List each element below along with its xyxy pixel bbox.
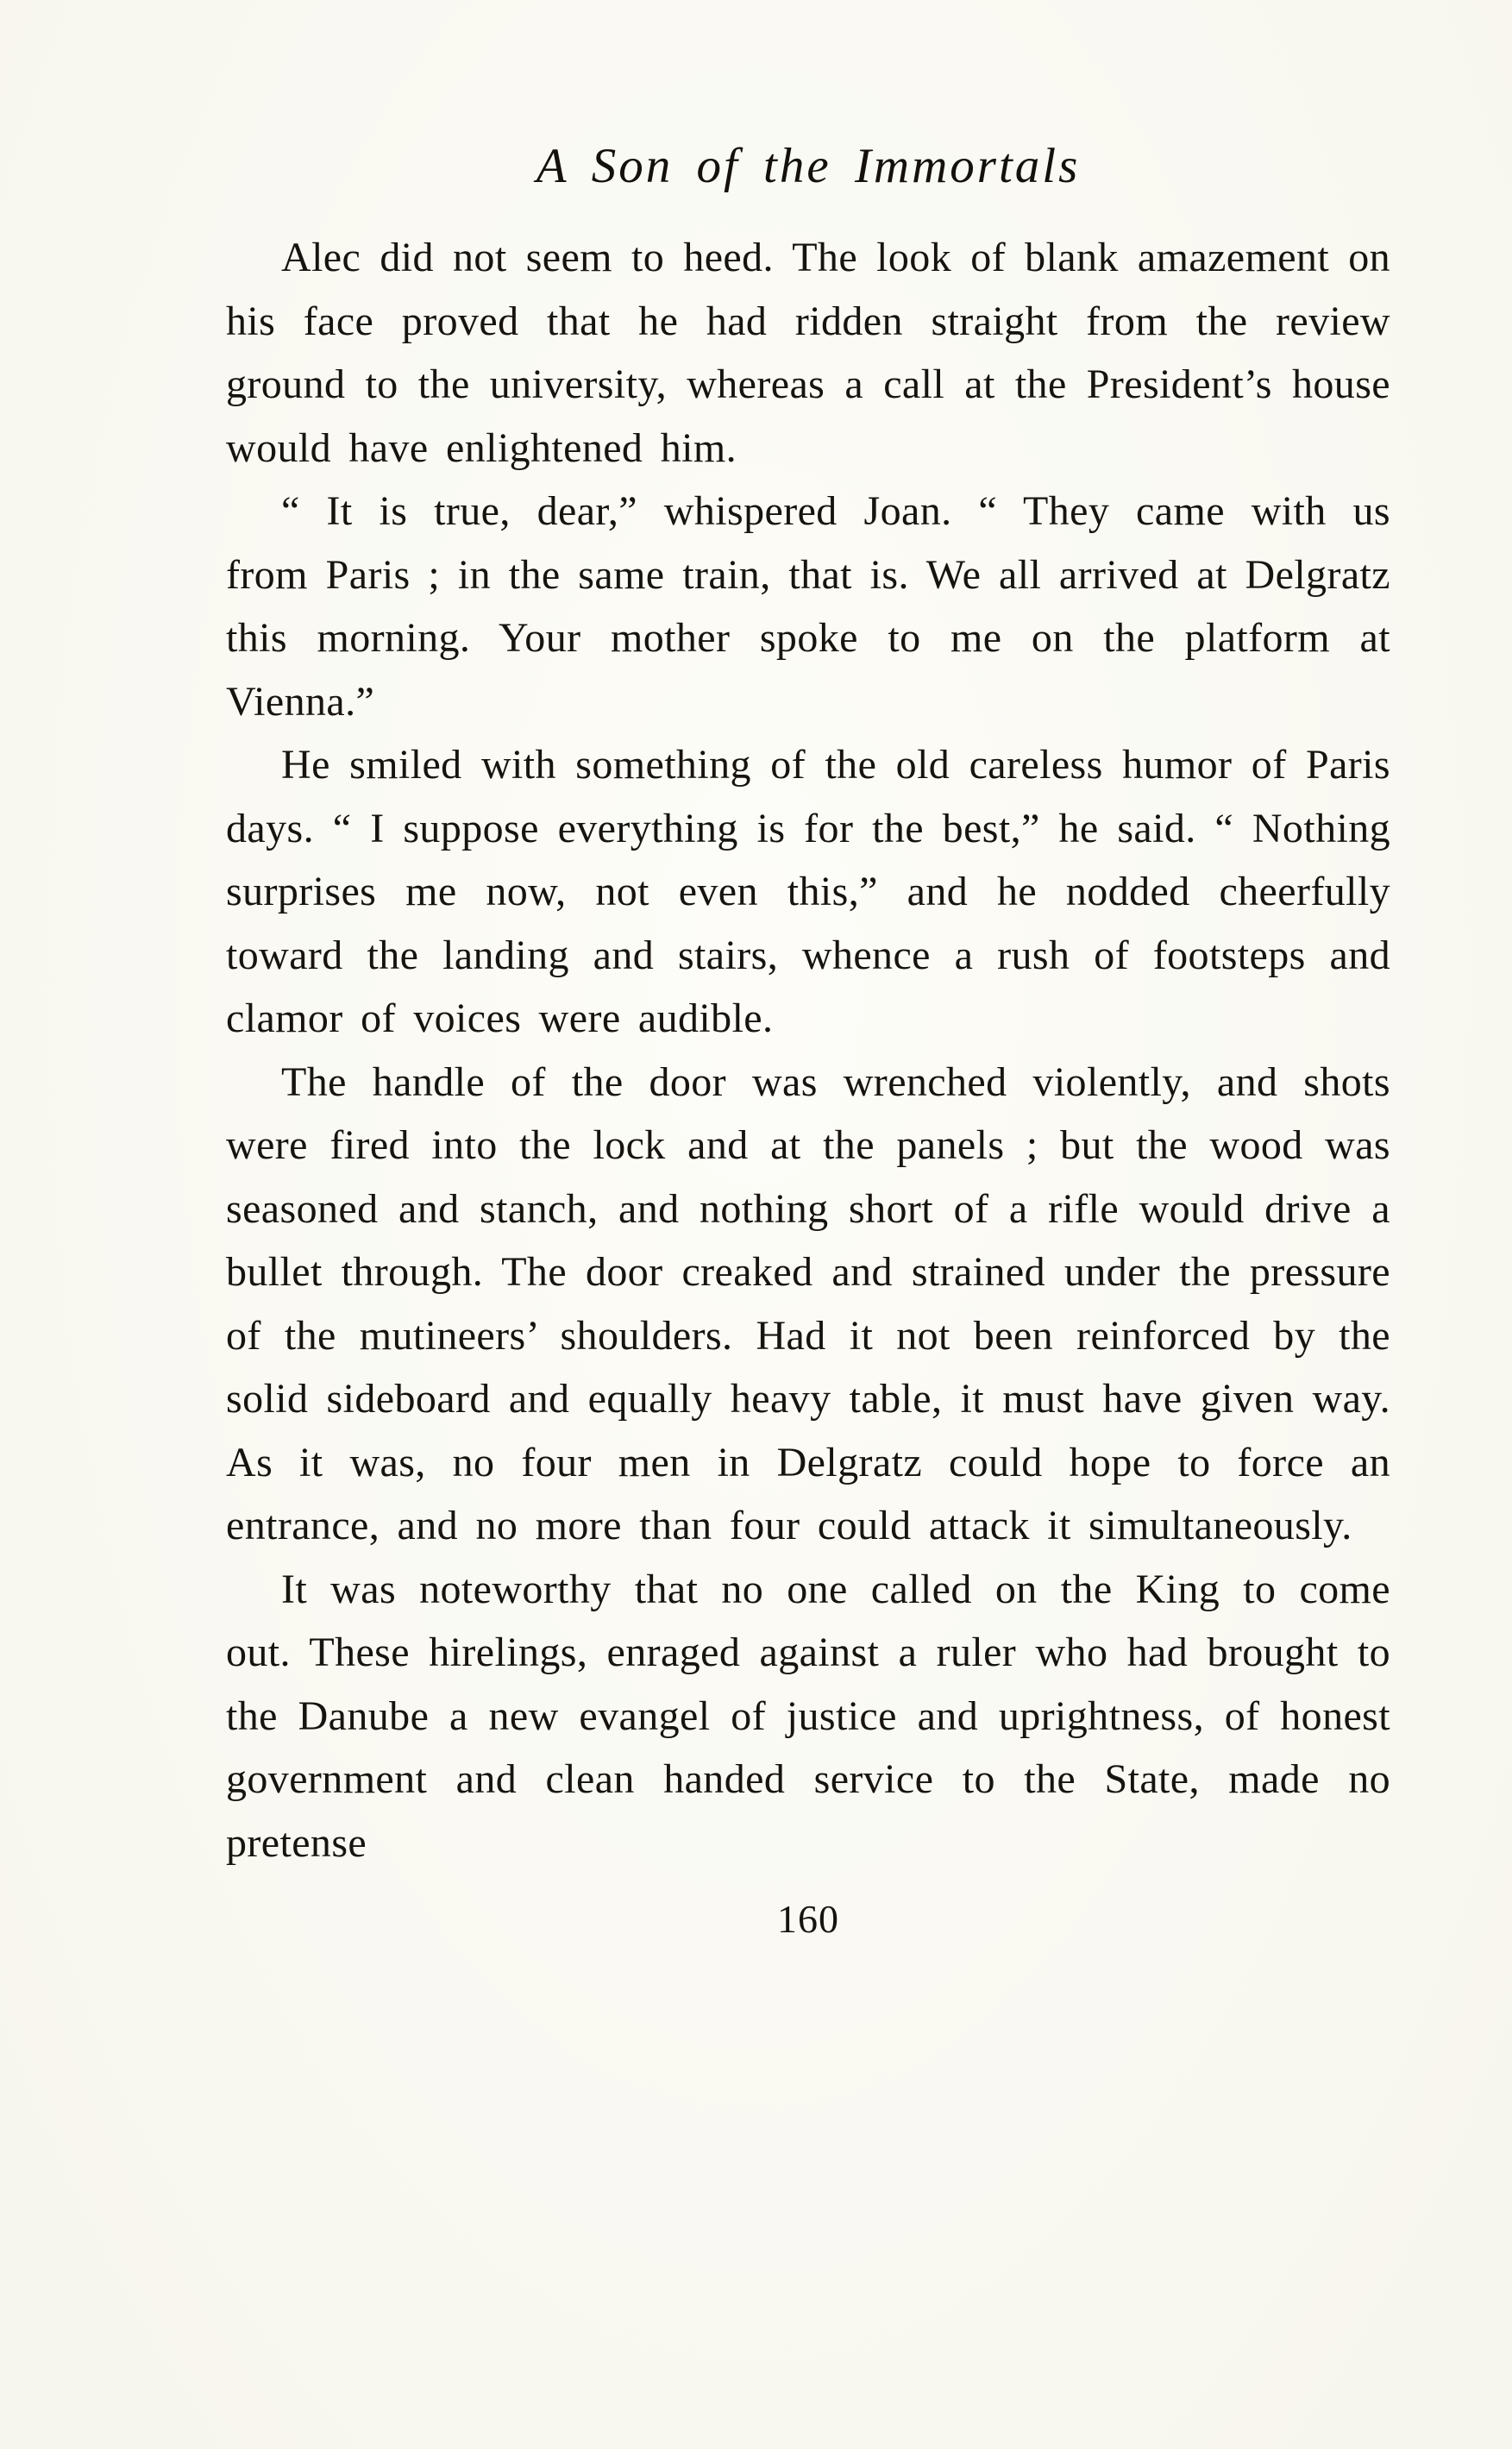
paragraph: It was noteworthy that no one called on the King to come out. These hirelings, enraged against a ruler who had brought to the Danube a new evangel of justice and uprightness, of honest government and clean handed service to the State, made no pretense <box>226 1566 1390 1866</box>
paragraph: Alec did not seem to heed. The look of blank amazement on his face proved that he had ridden straight from the review ground to the university, whereas a call at the President’s house would have enlightened him. <box>226 235 1390 471</box>
paragraph: “ It is true, dear,” whispered Joan. “ They came with us from Paris ; in the same train, that is. We all arrived at Delgratz this morning. Your mother spoke to me on the platform at Vienna.” <box>226 488 1390 725</box>
book-page <box>226 136 1390 1945</box>
running-head: A Son of the Immortals <box>536 139 1081 193</box>
text-block <box>226 226 1390 1874</box>
paragraph: He smiled with something of the old careless humor of Paris days. “ I suppose everything is for the best,” he said. “ Nothing surprises me now, not even this,” and he nodded cheerfully toward the landing and stairs, whence a rush of footsteps and clamor of voices were audible. <box>226 742 1390 1041</box>
page-number: 160 <box>777 1897 839 1941</box>
paragraph: The handle of the door was wrenched violently, and shots were fired into the lock and at the panels ; but the wood was seasoned and stanch, and nothing short of a rifle would drive a bullet through. The door creaked and strained under the pressure of the mutineers’ shoulders. Had it not been reinforced by the solid sideboard and equally heavy table, it must have given way. As it was, no four men in Delgratz could hope to force an entrance, and no more than four could attack it simultaneously. <box>226 1058 1390 1548</box>
